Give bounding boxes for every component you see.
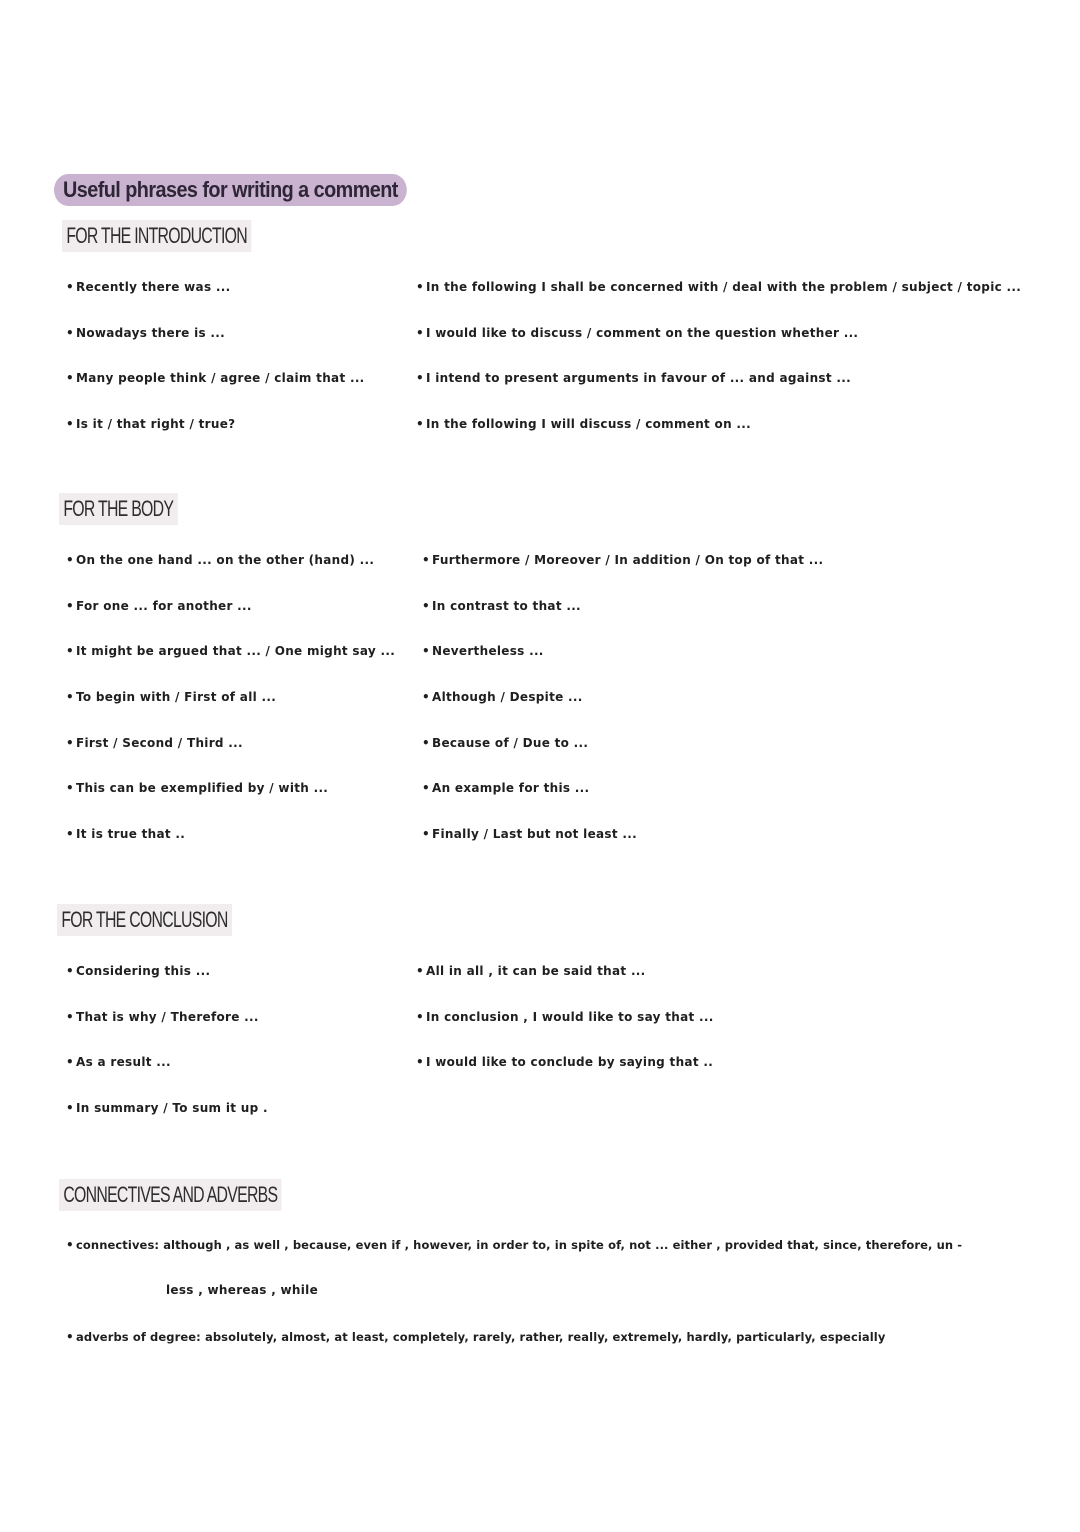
bullet-icon: • bbox=[422, 598, 430, 613]
list-item: • It is true that .. bbox=[66, 827, 186, 842]
bullet-icon: • bbox=[66, 553, 74, 567]
bullet-icon: • bbox=[416, 1009, 424, 1024]
connectives-continuation: less , whereas , while bbox=[166, 1283, 319, 1297]
list-item: • Furthermore / Moreover / In addition / On top of that ... bbox=[422, 553, 824, 567]
list-item: • This can be exemplified by / with ... bbox=[66, 781, 329, 796]
list-item: • In summary / To sum it up . bbox=[66, 1101, 268, 1116]
conclusion-right-list bbox=[416, 964, 714, 1101]
bullet-icon: • bbox=[66, 280, 74, 294]
section-heading-connectives: CONNECTIVES AND ADVERBS bbox=[59, 1179, 282, 1211]
bullet-icon: • bbox=[416, 371, 424, 386]
list-item: • On the one hand ... on the other (hand) ... bbox=[66, 553, 375, 567]
bullet-icon: • bbox=[416, 1055, 424, 1070]
connectives-line: • connectives: although , as well , because, even if , however, in order to, in spite of, not ... either , provided that, since, therefore, un - bbox=[66, 1238, 963, 1252]
list-item: • To begin with / First of all ... bbox=[66, 690, 277, 705]
bullet-icon: • bbox=[416, 280, 424, 294]
bullet-icon: • bbox=[416, 964, 424, 978]
list-item: • Finally / Last but not least ... bbox=[422, 827, 637, 842]
list-item: • As a result ... bbox=[66, 1055, 171, 1070]
bullet-icon: • bbox=[66, 690, 74, 705]
bullet-icon: • bbox=[66, 1330, 74, 1344]
introduction-left-list bbox=[66, 280, 365, 463]
bullet-icon: • bbox=[66, 827, 74, 842]
bullet-icon: • bbox=[422, 735, 430, 750]
list-item: • In the following I will discuss / comment on ... bbox=[416, 417, 751, 432]
body-right-list bbox=[422, 553, 823, 873]
bullet-icon: • bbox=[422, 690, 430, 705]
list-item: • In the following I shall be concerned with / deal with the problem / subject / topic ... bbox=[416, 280, 1022, 294]
list-item: • First / Second / Third ... bbox=[66, 735, 243, 750]
list-item: • It might be argued that ... / One might say ... bbox=[66, 644, 396, 659]
bullet-icon: • bbox=[66, 371, 74, 386]
section-heading-introduction: FOR THE INTRODUCTION bbox=[62, 220, 251, 252]
list-item: • That is why / Therefore ... bbox=[66, 1009, 259, 1024]
list-item: • In conclusion , I would like to say that ... bbox=[416, 1009, 714, 1024]
bullet-icon: • bbox=[416, 417, 424, 432]
bullet-icon: • bbox=[422, 827, 430, 842]
list-item: • Many people think / agree / claim that ... bbox=[66, 371, 365, 386]
list-item: • I would like to discuss / comment on the question whether ... bbox=[416, 325, 859, 340]
list-item: • I intend to present arguments in favour of ... and against ... bbox=[416, 371, 851, 386]
bullet-icon: • bbox=[66, 598, 74, 613]
conclusion-left-list bbox=[66, 964, 268, 1147]
body-left-list bbox=[66, 553, 395, 873]
list-item: • Is it / that right / true? bbox=[66, 417, 236, 432]
list-item: • An example for this ... bbox=[422, 781, 590, 796]
bullet-icon: • bbox=[66, 735, 74, 750]
bullet-icon: • bbox=[66, 325, 74, 340]
list-item: • I would like to conclude by saying that .. bbox=[416, 1055, 714, 1070]
bullet-icon: • bbox=[66, 1238, 74, 1252]
list-item: • Because of / Due to ... bbox=[422, 735, 589, 750]
introduction-right-list bbox=[416, 280, 1021, 463]
bullet-icon: • bbox=[422, 644, 430, 659]
list-item: • Considering this ... bbox=[66, 964, 211, 978]
list-item: • In contrast to that ... bbox=[422, 598, 581, 613]
list-item: • For one ... for another ... bbox=[66, 598, 252, 613]
list-item: • Although / Despite ... bbox=[422, 690, 583, 705]
bullet-icon: • bbox=[66, 1101, 74, 1116]
section-heading-body: FOR THE BODY bbox=[59, 493, 178, 525]
bullet-icon: • bbox=[66, 964, 74, 978]
bullet-icon: • bbox=[422, 553, 430, 567]
adverbs-line: • adverbs of degree: absolutely, almost, at least, completely, rarely, rather, really, extremely, hardly, particularly, especially bbox=[66, 1330, 886, 1344]
list-item: • Nevertheless ... bbox=[422, 644, 544, 659]
list-item: • All in all , it can be said that ... bbox=[416, 964, 646, 978]
page-title: Useful phrases for writing a comment bbox=[54, 174, 407, 206]
section-heading-conclusion: FOR THE CONCLUSION bbox=[57, 904, 232, 936]
list-item: • Recently there was ... bbox=[66, 280, 231, 294]
bullet-icon: • bbox=[66, 781, 74, 796]
bullet-icon: • bbox=[66, 1055, 74, 1070]
list-item: • Nowadays there is ... bbox=[66, 325, 225, 340]
bullet-icon: • bbox=[416, 325, 424, 340]
bullet-icon: • bbox=[422, 781, 430, 796]
bullet-icon: • bbox=[66, 1009, 74, 1024]
bullet-icon: • bbox=[66, 417, 74, 432]
bullet-icon: • bbox=[66, 644, 74, 659]
